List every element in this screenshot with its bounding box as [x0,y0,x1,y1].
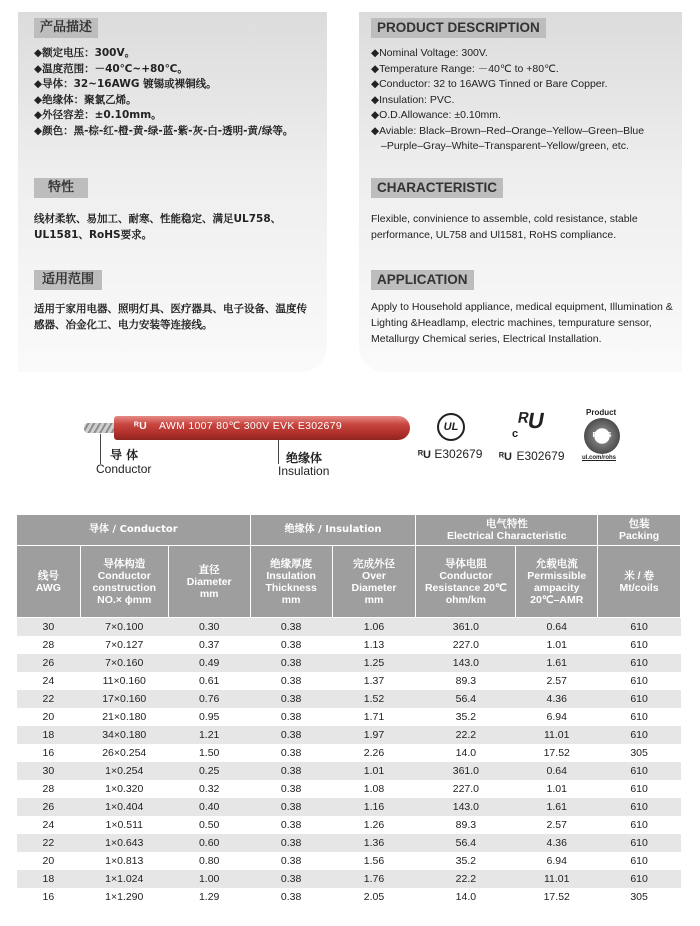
cell-diameter: 0.25 [168,762,250,780]
cell-diameter: 0.32 [168,780,250,798]
cell-diameter: 0.49 [168,654,250,672]
cell-ampacity: 11.01 [516,726,598,744]
cell-construction: 7×0.127 [80,636,168,654]
ur-mark-print: ᴿU [134,420,148,432]
cell-ampacity: 17.52 [516,888,598,906]
col-ampacity: 允载电流 Permissible ampacity 20℃–AMR [516,546,598,618]
en-char-text: Flexible, convinience to assemble, cold resistance, stable performance, UL758 and Ul1581, RoHS compliance. [371,213,638,241]
cell-packing: 610 [598,636,681,654]
cn-char-text: 线材柔软、易加工、耐寒、性能稳定、满足UL758、UL1581、RoHS要求。 [34,213,282,241]
cell-thickness: 0.38 [250,852,332,870]
en-desc-line: ◆O.D.Allowance: ±0.10mm. [371,109,501,121]
col-thickness: 绝缘厚度 Insulation Thickness mm [250,546,332,618]
cell-diameter: 0.30 [168,618,250,636]
en-desc-line: ◆Aviable: Black–Brown–Red–Orange–Yellow–Green–Blue [371,124,645,137]
cell-ampacity: 1.01 [516,636,598,654]
cell-over-diameter: 1.25 [332,654,416,672]
cell-diameter: 1.50 [168,744,250,762]
cell-over-diameter: 1.13 [332,636,416,654]
cell-over-diameter: 1.08 [332,780,416,798]
cell-diameter: 0.76 [168,690,250,708]
cn-desc-line: ◆温度范围：－40℃~+80℃。 [34,62,188,75]
table-row [17,744,681,762]
cn-desc-title: 产品描述 [34,18,98,38]
conductor-pointer [100,434,101,464]
insulation-label-cn: 绝缘体 [286,451,323,465]
cell-awg: 16 [17,744,81,762]
group-header-conductor: 导体 / Conductor [17,515,251,546]
cell-packing: 610 [598,870,681,888]
cell-packing: 305 [598,744,681,762]
cell-ampacity: 1.61 [516,798,598,816]
en-char-title: CHARACTERISTIC [371,178,503,198]
cell-resistance: 89.3 [416,672,516,690]
cell-construction: 7×0.160 [80,654,168,672]
cable-illustration [84,414,410,444]
cell-resistance: 361.0 [416,618,516,636]
group-header-electrical [416,515,598,546]
cell-resistance: 227.0 [416,636,516,654]
cell-ampacity: 1.01 [516,780,598,798]
ur-small-icon: ᴿU [418,449,431,461]
cell-packing: 305 [598,888,681,906]
cell-over-diameter: 1.76 [332,870,416,888]
cell-awg: 22 [17,834,81,852]
cell-construction: 1×0.511 [80,816,168,834]
cell-resistance: 14.0 [416,888,516,906]
cell-thickness: 0.38 [250,708,332,726]
cell-packing: 610 [598,654,681,672]
cell-thickness: 0.38 [250,744,332,762]
cell-thickness: 0.38 [250,798,332,816]
cell-over-diameter: 1.16 [332,798,416,816]
cell-over-diameter: 1.56 [332,852,416,870]
cell-resistance: 361.0 [416,762,516,780]
cell-resistance: 22.2 [416,726,516,744]
en-app-title: APPLICATION [371,270,474,290]
cell-diameter: 0.40 [168,798,250,816]
cell-thickness: 0.38 [250,834,332,852]
cell-construction: 1×0.404 [80,798,168,816]
cell-ampacity: 1.61 [516,654,598,672]
cell-awg: 18 [17,870,81,888]
cell-awg: 16 [17,888,81,906]
group-header-insulation: 绝缘体 / Insulation [250,515,416,546]
cell-resistance: 143.0 [416,654,516,672]
cell-ampacity: 0.64 [516,618,598,636]
cell-over-diameter: 1.37 [332,672,416,690]
table-row [17,798,681,816]
cell-over-diameter: 1.36 [332,834,416,852]
conductor-label-en: Conductor [96,462,152,476]
table-row [17,690,681,708]
cell-ampacity: 11.01 [516,870,598,888]
cell-ampacity: 6.94 [516,708,598,726]
col-awg: 线号 AWG [17,546,81,618]
cell-thickness: 0.38 [250,888,332,906]
insulation-sheath [114,416,410,440]
en-desc-list [371,46,681,155]
table-row [17,654,681,672]
rohs-url-text: ul.com/rohs [582,455,617,461]
cell-over-diameter: 2.05 [332,888,416,906]
en-desc-line: ◆Temperature Range: －40℃ to +80℃. [371,62,559,75]
table-row [17,762,681,780]
cell-thickness: 0.38 [250,654,332,672]
cell-over-diameter: 2.26 [332,744,416,762]
panel-chinese-description [18,12,327,372]
cell-awg: 22 [17,690,81,708]
cell-packing: 610 [598,618,681,636]
cell-construction: 1×0.813 [80,852,168,870]
en-app-text: Apply to Household appliance, medical equipment, Illumination & Lighting &Headlamp, electric machines, tempurature sensor, Metallurgy Chemical series, Electrical Installation. [371,301,673,345]
col-packing: 米 / 卷 Mt/coils [598,546,681,618]
spec-table-body [17,618,681,906]
cell-resistance: 143.0 [416,798,516,816]
cn-char-title: 特性 [34,178,88,198]
cell-packing: 610 [598,708,681,726]
cell-resistance: 227.0 [416,780,516,798]
table-row [17,816,681,834]
cell-diameter: 1.00 [168,870,250,888]
panel-english-description [359,12,682,372]
cell-construction: 26×0.254 [80,744,168,762]
cell-packing: 610 [598,726,681,744]
cell-over-diameter: 1.01 [332,762,416,780]
cn-desc-list [34,46,324,139]
en-desc-line: ◆Nominal Voltage: 300V. [371,47,488,59]
cell-resistance: 22.2 [416,870,516,888]
cell-diameter: 1.21 [168,726,250,744]
cell-construction: 21×0.180 [80,708,168,726]
cell-packing: 610 [598,762,681,780]
ur-ecode-text: E302679 [516,449,565,463]
insulation-label-en: Insulation [278,464,330,478]
cell-packing: 610 [598,690,681,708]
cell-diameter: 0.95 [168,708,250,726]
conductor-strands [84,423,118,433]
cell-diameter: 0.80 [168,852,250,870]
en-desc-line: –Purple–Gray–White–Transparent–Yellow/green, etc. [381,140,629,152]
cell-packing: 610 [598,780,681,798]
cell-resistance: 56.4 [416,690,516,708]
ul-listed-icon: UL [437,413,465,441]
cell-packing: 610 [598,816,681,834]
cell-ampacity: 4.36 [516,690,598,708]
cell-diameter: 0.50 [168,816,250,834]
cell-construction: 1×0.254 [80,762,168,780]
packing-en: Packing [618,530,660,542]
rohs-top-text: Product [586,408,617,417]
cell-ampacity: 4.36 [516,834,598,852]
sheath-print-text: AWM 1007 80℃ 300V EVK E302679 [159,420,342,432]
cn-app-text: 适用于家用电器、照明灯具、医疗器具、电子设备、温度传感器、冶金化工、电力安装等连接线。 [34,303,307,331]
cell-over-diameter: 1.26 [332,816,416,834]
col-resistance: 导体电阻 Conductor Resistance 20℃ ohm/km [416,546,516,618]
canada-c-mark: c [512,428,519,440]
table-row [17,636,681,654]
ur-small-icon-2: ᴿU [499,451,512,463]
cell-diameter: 1.29 [168,888,250,906]
table-row [17,672,681,690]
cell-diameter: 0.60 [168,834,250,852]
cell-thickness: 0.38 [250,816,332,834]
cell-diameter: 0.37 [168,636,250,654]
cell-ampacity: 2.57 [516,672,598,690]
ur-ecode [499,447,565,465]
col-construction: 导体构造 Conductor construction NO.× ϕmm [80,546,168,618]
insulation-pointer [278,440,279,464]
cell-ampacity: 6.94 [516,852,598,870]
table-row [17,618,681,636]
cell-awg: 26 [17,798,81,816]
table-row [17,888,681,906]
cell-awg: 18 [17,726,81,744]
cell-over-diameter: 1.52 [332,690,416,708]
table-row [17,852,681,870]
en-desc-line: ◆Insulation: PVC. [371,93,455,106]
cell-construction: 1×1.024 [80,870,168,888]
ul-ecode [418,447,482,461]
cell-construction: 17×0.160 [80,690,168,708]
cell-construction: 11×0.160 [80,672,168,690]
rohs-seal-icon: RoHS [584,418,620,454]
en-desc-line: ◆Conductor: 32 to 16AWG Tinned or Bare Copper. [371,78,608,90]
cell-resistance: 35.2 [416,852,516,870]
cell-thickness: 0.38 [250,690,332,708]
cell-thickness: 0.38 [250,726,332,744]
cell-awg: 30 [17,618,81,636]
cell-awg: 20 [17,708,81,726]
cell-diameter: 0.61 [168,672,250,690]
cell-awg: 24 [17,672,81,690]
cell-packing: 610 [598,852,681,870]
cn-desc-line: ◆绝缘体：聚氯乙烯。 [34,93,137,106]
table-row [17,780,681,798]
cn-desc-line: ◆颜色：黑-棕-红-橙-黄-绿-蓝-紫-灰-白-透明-黄/绿等。 [34,124,294,137]
cell-over-diameter: 1.06 [332,618,416,636]
cell-awg: 20 [17,852,81,870]
cell-construction: 34×0.180 [80,726,168,744]
cn-desc-line: ◆外径容差：±0.10mm。 [34,109,162,121]
cell-awg: 30 [17,762,81,780]
cell-construction: 1×0.320 [80,780,168,798]
cell-awg: 28 [17,780,81,798]
cn-desc-line: ◆导体：32~16AWG 镀锡或裸铜线。 [34,78,217,90]
cell-thickness: 0.38 [250,672,332,690]
cell-thickness: 0.38 [250,762,332,780]
cell-resistance: 14.0 [416,744,516,762]
cell-awg: 26 [17,654,81,672]
cell-thickness: 0.38 [250,780,332,798]
table-row [17,870,681,888]
cell-construction: 7×0.100 [80,618,168,636]
cell-ampacity: 17.52 [516,744,598,762]
cell-resistance: 35.2 [416,708,516,726]
conductor-label-cn: 导 体 [110,448,139,462]
cell-packing: 610 [598,834,681,852]
electrical-en: Electrical Characteristic [447,530,567,542]
cell-construction: 1×0.643 [80,834,168,852]
packing-cn: 包装 [628,518,650,530]
ul-ecode-text: E302679 [434,447,483,461]
cell-thickness: 0.38 [250,870,332,888]
cell-thickness: 0.38 [250,618,332,636]
cell-thickness: 0.38 [250,636,332,654]
cell-packing: 610 [598,798,681,816]
table-row [17,834,681,852]
cell-awg: 28 [17,636,81,654]
electrical-cn: 电气特性 [485,518,528,530]
en-desc-title: PRODUCT DESCRIPTION [371,18,546,38]
cn-desc-line: ◆额定电压：300V。 [34,47,136,59]
cn-app-title: 适用范围 [34,270,102,290]
cell-ampacity: 0.64 [516,762,598,780]
cell-awg: 24 [17,816,81,834]
col-over-diameter: 完成外径 Over Diameter mm [332,546,416,618]
ur-recognized-icon: ᴿU [515,408,547,433]
cell-resistance: 89.3 [416,816,516,834]
col-diameter: 直径 Diameter mm [168,546,250,618]
cell-packing: 610 [598,672,681,690]
cell-over-diameter: 1.71 [332,708,416,726]
cell-resistance: 56.4 [416,834,516,852]
sheath-print [134,420,342,432]
cell-ampacity: 2.57 [516,816,598,834]
table-row [17,708,681,726]
group-header-packing [598,515,681,546]
table-row [17,726,681,744]
spec-table [16,514,681,906]
cell-construction: 1×1.290 [80,888,168,906]
cell-over-diameter: 1.97 [332,726,416,744]
